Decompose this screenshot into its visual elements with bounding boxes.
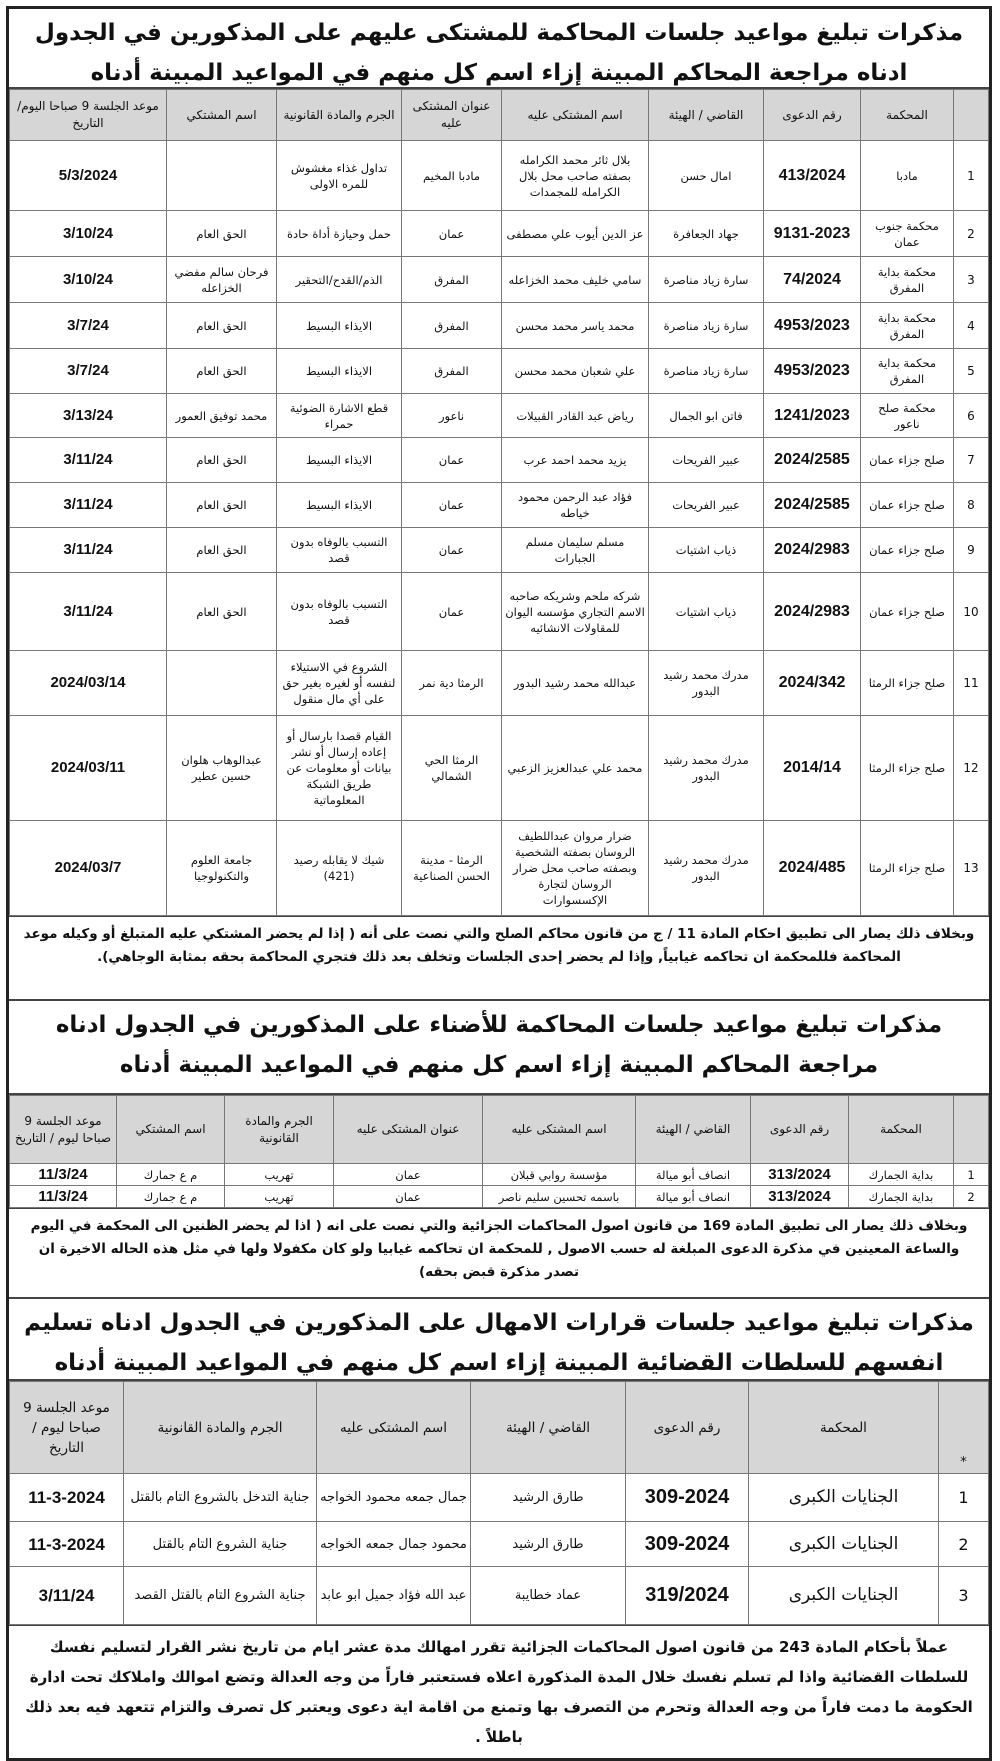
cell-crime: الذم/القدح/التحقير [277, 257, 402, 303]
cell-crime: الايذاء البسيط [277, 438, 402, 483]
header-index [954, 90, 989, 141]
cell-judge: جهاد الجعافرة [649, 211, 764, 257]
cell-defendant: محمد علي عبدالعزيز الزعبي [502, 716, 649, 821]
cell-defendant: عز الدين أيوب علي مصطفى [502, 211, 649, 257]
cell-crime: الشروع في الاستيلاء لنفسه أو لغيره بغير حق على أي مال منقول [277, 651, 402, 716]
cell-case-no: 1241/2023 [764, 394, 861, 438]
cell-address: عمان [334, 1164, 483, 1186]
cell-index: 2 [939, 1522, 989, 1567]
cell-address: عمان [402, 211, 502, 257]
cell-address: مادبا المخيم [402, 141, 502, 211]
table-row [10, 257, 989, 303]
cell-case-no: 2024/485 [764, 821, 861, 916]
table-row [10, 1164, 989, 1186]
cell-court: الجنايات الكبرى [749, 1474, 939, 1522]
cell-date: 2024/03/14 [10, 651, 167, 716]
section3-note: عملاً بأحكام المادة 243 من قانون اصول المحاكمات الجزائية تقرر امهالك مدة عشر ايام من تاريخ نشر القرار لتسليم نفسك للسلطات القضائية واذا لم تسلم نفسك خلال المدة المذكورة اعلاه فستعتبر فاراً من وجه العدالة وتضع اموالك واملاكك تحت ادارة الحكومة ما دمت فاراً من وجه العدالة وتحرم من التصرف بها وتمنع من اقامة اية دعوى ويعتبر كل تصرف والتزام تتعهد فيه بعد ذلك باطلاً . [9, 1625, 989, 1758]
cell-crime: القيام قصدا بارسال أو إعاده إرسال أو نشر بيانات أو معلومات عن طريق الشبكة المعلوماتية [277, 716, 402, 821]
cell-date: 3/11/24 [10, 483, 167, 528]
header-court: المحكمة [861, 90, 954, 141]
cell-crime: حمل وحيازة أداة حادة [277, 211, 402, 257]
cell-defendant: مؤسسة روابي قبلان [483, 1164, 636, 1186]
table-row [10, 483, 989, 528]
cell-date: 5/3/2024 [10, 141, 167, 211]
cell-date: 11-3-2024 [10, 1522, 124, 1567]
table-row [10, 1522, 989, 1567]
cell-complainant: م ع جمارك [117, 1164, 225, 1186]
table-row [10, 303, 989, 349]
table-row [10, 349, 989, 394]
header-date: موعد الجلسة 9 صباحا اليوم/التاريخ [10, 90, 167, 141]
cell-court: محكمة بداية المفرق [861, 257, 954, 303]
cell-defendant: محمد ياسر محمد محسن [502, 303, 649, 349]
cell-defendant: رياض عبد القادر القبيلات [502, 394, 649, 438]
cell-case-no: 319/2024 [626, 1567, 749, 1625]
table-row [10, 528, 989, 573]
section2-note: وبخلاف ذلك يصار الى تطبيق المادة 169 من قانون اصول المحاكمات الجزائية والتي نصت على انه ( اذا لم يحضر الظنين الى المحكمة في اليوم والساعة المعينين في مذكرة الدعوى المبلغة له حسب الاصول , للمحكمة ان تحاكمه غيابيا ولو كان مكفولا ولها في مثل هذه الحاله الاخيرة ان تصدر مذكرة قبض بحقه) [9, 1208, 989, 1299]
cell-court: بداية الجمارك [849, 1164, 954, 1186]
cell-date: 3/7/24 [10, 303, 167, 349]
cell-address: الرمثا دية نمر [402, 651, 502, 716]
cell-judge: ذياب اشتيات [649, 573, 764, 651]
header-crime: الجرم والمادة القانونية [277, 90, 402, 141]
header-complainant: اسم المشتكي [167, 90, 277, 141]
cell-court: الجنايات الكبرى [749, 1522, 939, 1567]
cell-judge: فاتن ابو الجمال [649, 394, 764, 438]
header-crime: الجرم والمادة القانونية [124, 1382, 317, 1474]
cell-complainant: الحق العام [167, 573, 277, 651]
cell-case-no: 2024/2585 [764, 438, 861, 483]
cell-crime: تهريب [225, 1164, 334, 1186]
cell-defendant: جمال جمعه محمود الخواجه [317, 1474, 471, 1522]
cell-address: عمان [402, 573, 502, 651]
cell-index: 8 [954, 483, 989, 528]
header-judge: القاضي / الهيئة [471, 1382, 626, 1474]
header-address: عنوان المشتكى عليه [402, 90, 502, 141]
cell-case-no: 313/2024 [751, 1164, 849, 1186]
cell-index: 2 [954, 1186, 989, 1208]
cell-defendant: بلال ثائر محمد الكرامله بصفته صاحب محل بلال الكرامله للمجمدات [502, 141, 649, 211]
header-case-no: رقم الدعوى [764, 90, 861, 141]
cell-judge: عبير الفريحات [649, 438, 764, 483]
cell-case-no: 74/2024 [764, 257, 861, 303]
table-row [10, 438, 989, 483]
cell-address: المفرق [402, 303, 502, 349]
cell-address: عمان [402, 438, 502, 483]
header-case-no: رقم الدعوى [626, 1382, 749, 1474]
header-date: موعد الجلسة 9 صباحا ليوم / التاريخ [10, 1096, 117, 1164]
cell-index: 10 [954, 573, 989, 651]
cell-address: عمان [402, 483, 502, 528]
cell-date: 3/11/24 [10, 438, 167, 483]
cell-date: 3/11/24 [10, 1567, 124, 1625]
cell-judge: طارق الرشيد [471, 1522, 626, 1567]
cell-address: عمان [402, 528, 502, 573]
cell-complainant: الحق العام [167, 211, 277, 257]
cell-date: 3/7/24 [10, 349, 167, 394]
table-row [10, 651, 989, 716]
header-address: عنوان المشتكى عليه [334, 1096, 483, 1164]
cell-address: ناعور [402, 394, 502, 438]
header-index: * [939, 1382, 989, 1474]
cell-address: الرمثا - مدينة الحسن الصناعية [402, 821, 502, 916]
cell-court: محكمة بداية المفرق [861, 349, 954, 394]
cell-case-no: 4953/2023 [764, 303, 861, 349]
cell-complainant: فرحان سالم مفضي الخزاعله [167, 257, 277, 303]
cell-crime: الايذاء البسيط [277, 483, 402, 528]
cell-complainant: محمد توفيق العمور [167, 394, 277, 438]
cell-defendant: فؤاد عبد الرحمن محمود خياطه [502, 483, 649, 528]
cell-crime: جناية التدخل بالشروع التام بالقتل [124, 1474, 317, 1522]
cell-judge: امال حسن [649, 141, 764, 211]
cell-index: 4 [954, 303, 989, 349]
cell-date: 3/10/24 [10, 211, 167, 257]
cell-case-no: 2014/14 [764, 716, 861, 821]
cell-crime: الايذاء البسيط [277, 349, 402, 394]
cell-defendant: باسمه تحسين سليم ناصر [483, 1186, 636, 1208]
cell-court: محكمة جنوب عمان [861, 211, 954, 257]
cell-judge: طارق الرشيد [471, 1474, 626, 1522]
cell-case-no: 313/2024 [751, 1186, 849, 1208]
cell-court: مادبا [861, 141, 954, 211]
cell-court: الجنايات الكبرى [749, 1567, 939, 1625]
cell-defendant: علي شعبان محمد محسن [502, 349, 649, 394]
table-row [10, 211, 989, 257]
cell-index: 1 [954, 141, 989, 211]
cell-judge: سارة زياد مناصرة [649, 257, 764, 303]
cell-complainant: جامعة العلوم والتكنولوجيا [167, 821, 277, 916]
cell-address: عمان [334, 1186, 483, 1208]
cell-defendant: عبد الله فؤاد جميل ابو عابد [317, 1567, 471, 1625]
cell-complainant: الحق العام [167, 438, 277, 483]
table-row [10, 716, 989, 821]
court-notices-page [6, 6, 992, 1761]
cell-index: 3 [954, 257, 989, 303]
cell-complainant: عبدالوهاب هلوان حسين عطير [167, 716, 277, 821]
header-complainant: اسم المشتكي [117, 1096, 225, 1164]
table-row [10, 1567, 989, 1625]
cell-court: صلح جزاء الرمثا [861, 821, 954, 916]
cell-index: 13 [954, 821, 989, 916]
cell-court: صلح جزاء عمان [861, 573, 954, 651]
cell-date: 11/3/24 [10, 1186, 117, 1208]
section1-table [9, 89, 989, 916]
cell-complainant: الحق العام [167, 303, 277, 349]
header-defendant: اسم المشتكى عليه [483, 1096, 636, 1164]
cell-index: 1 [954, 1164, 989, 1186]
table-row [10, 573, 989, 651]
table-row [10, 141, 989, 211]
section1-note: وبخلاف ذلك يصار الى تطبيق احكام المادة 11 / ج من قانون محاكم الصلح والتي نصت على أنه ( إذا لم يحضر المشتكي عليه المتبلغ أو وكيله موعد المحاكمة فللمحكمة ان تحاكمه غيابياً, وإذا لم يحضر إحدى الجلسات وتخلف بعد ذلك فتجري المحاكمة بحقه بمثابة الوجاهي). [9, 916, 989, 1001]
cell-defendant: يزيد محمد احمد عرب [502, 438, 649, 483]
cell-crime: تهريب [225, 1186, 334, 1208]
header-date: موعد الجلسة 9 صباحا ليوم / التاريخ [10, 1382, 124, 1474]
cell-defendant: مسلم سليمان مسلم الجبارات [502, 528, 649, 573]
header-judge: القاضي / الهيئة [636, 1096, 751, 1164]
cell-crime: قطع الاشارة الضوئية حمراء [277, 394, 402, 438]
cell-court: محكمة صلح ناعور [861, 394, 954, 438]
cell-index: 7 [954, 438, 989, 483]
cell-court: صلح جزاء الرمثا [861, 651, 954, 716]
cell-index: 6 [954, 394, 989, 438]
section2-title: مذكرات تبليغ مواعيد جلسات المحاكمة للأضناء على المذكورين في الجدول ادناه مراجعة المحاكم المبينة إزاء اسم كل منهم في المواعيد المبينة أدناه [9, 1001, 989, 1095]
table-row [10, 394, 989, 438]
cell-complainant: م ع جمارك [117, 1186, 225, 1208]
table-row [10, 1186, 989, 1208]
header-judge: القاضي / الهيئة [649, 90, 764, 141]
cell-defendant: شركه ملحم وشريكه صاحبه الاسم التجاري مؤسسه اليوان للمقاولات الانشائيه [502, 573, 649, 651]
cell-date: 11-3-2024 [10, 1474, 124, 1522]
cell-judge: عماد خطايبة [471, 1567, 626, 1625]
cell-judge: انصاف أبو ميالة [636, 1186, 751, 1208]
cell-case-no: 309-2024 [626, 1522, 749, 1567]
table-row [10, 821, 989, 916]
cell-case-no: 2024/2983 [764, 573, 861, 651]
cell-address: المفرق [402, 349, 502, 394]
header-case-no: رقم الدعوى [751, 1096, 849, 1164]
cell-complainant [167, 141, 277, 211]
cell-index: 9 [954, 528, 989, 573]
section3-header-row [10, 1382, 989, 1474]
cell-judge: سارة زياد مناصرة [649, 303, 764, 349]
section3-title: مذكرات تبليغ مواعيد جلسات قرارات الامهال على المذكورين في الجدول ادناه تسليم انفسهم للسلطات القضائية المبينة إزاء اسم كل منهم في المواعيد المبينة أدناه [9, 1299, 989, 1381]
cell-defendant: عبدالله محمد رشيد البدور [502, 651, 649, 716]
cell-court: صلح جزاء عمان [861, 528, 954, 573]
cell-date: 3/11/24 [10, 573, 167, 651]
cell-complainant: الحق العام [167, 483, 277, 528]
cell-case-no: 2024/2983 [764, 528, 861, 573]
cell-address: المفرق [402, 257, 502, 303]
cell-case-no: 2024/2585 [764, 483, 861, 528]
section1-title: مذكرات تبليغ مواعيد جلسات المحاكمة للمشتكى عليهم على المذكورين في الجدول ادناه مراجعة المحاكم المبينة إزاء اسم كل منهم في المواعيد المبينة أدناه [9, 9, 989, 89]
cell-judge: مدرك محمد رشيد البدور [649, 716, 764, 821]
cell-index: 11 [954, 651, 989, 716]
table-row [10, 1474, 989, 1522]
header-index [954, 1096, 989, 1164]
cell-crime: التسبب بالوفاه بدون قصد [277, 528, 402, 573]
header-defendant: اسم المشتكى عليه [317, 1382, 471, 1474]
cell-index: 3 [939, 1567, 989, 1625]
cell-complainant [167, 651, 277, 716]
cell-index: 12 [954, 716, 989, 821]
cell-crime: تداول غذاء مغشوش للمره الاولى [277, 141, 402, 211]
cell-date: 2024/03/11 [10, 716, 167, 821]
cell-date: 3/11/24 [10, 528, 167, 573]
cell-court: صلح جزاء الرمثا [861, 716, 954, 821]
cell-case-no: 309-2024 [626, 1474, 749, 1522]
cell-judge: عبير الفريحات [649, 483, 764, 528]
cell-defendant: محمود جمال جمعه الخواجه [317, 1522, 471, 1567]
cell-case-no: 413/2024 [764, 141, 861, 211]
cell-defendant: ضرار مروان عبداللطيف الروسان بصفته الشخصية وبصفته صاحب محل ضرار الروسان لتجارة الإكسسوارات [502, 821, 649, 916]
section2-table [9, 1095, 989, 1208]
cell-court: صلح جزاء عمان [861, 483, 954, 528]
cell-index: 1 [939, 1474, 989, 1522]
cell-address: الرمثا الحي الشمالي [402, 716, 502, 821]
cell-case-no: 2024/342 [764, 651, 861, 716]
cell-index: 2 [954, 211, 989, 257]
cell-judge: مدرك محمد رشيد البدور [649, 651, 764, 716]
cell-judge: انصاف أبو ميالة [636, 1164, 751, 1186]
cell-crime: جناية الشروع التام بالقتل القصد [124, 1567, 317, 1625]
section3-table [9, 1381, 989, 1625]
cell-court: بداية الجمارك [849, 1186, 954, 1208]
section2-header-row [10, 1096, 989, 1164]
cell-complainant: الحق العام [167, 528, 277, 573]
cell-judge: ذياب اشتيات [649, 528, 764, 573]
header-court: المحكمة [849, 1096, 954, 1164]
cell-court: محكمة بداية المفرق [861, 303, 954, 349]
cell-case-no: 4953/2023 [764, 349, 861, 394]
cell-date: 2024/03/7 [10, 821, 167, 916]
header-court: المحكمة [749, 1382, 939, 1474]
cell-defendant: سامي خليف محمد الخزاعله [502, 257, 649, 303]
cell-crime: التسبب بالوفاه بدون قصد [277, 573, 402, 651]
cell-judge: مدرك محمد رشيد البدور [649, 821, 764, 916]
section1-header-row [10, 90, 989, 141]
header-crime: الجرم والمادة القانونية [225, 1096, 334, 1164]
cell-crime: جناية الشروع التام بالقتل [124, 1522, 317, 1567]
cell-date: 3/10/24 [10, 257, 167, 303]
cell-case-no: 9131-2023 [764, 211, 861, 257]
cell-date: 11/3/24 [10, 1164, 117, 1186]
cell-complainant: الحق العام [167, 349, 277, 394]
header-defendant: اسم المشتكى عليه [502, 90, 649, 141]
cell-date: 3/13/24 [10, 394, 167, 438]
cell-crime: شيك لا يقابله رصيد (421) [277, 821, 402, 916]
cell-index: 5 [954, 349, 989, 394]
cell-crime: الايذاء البسيط [277, 303, 402, 349]
cell-court: صلح جزاء عمان [861, 438, 954, 483]
cell-judge: سارة زياد مناصرة [649, 349, 764, 394]
